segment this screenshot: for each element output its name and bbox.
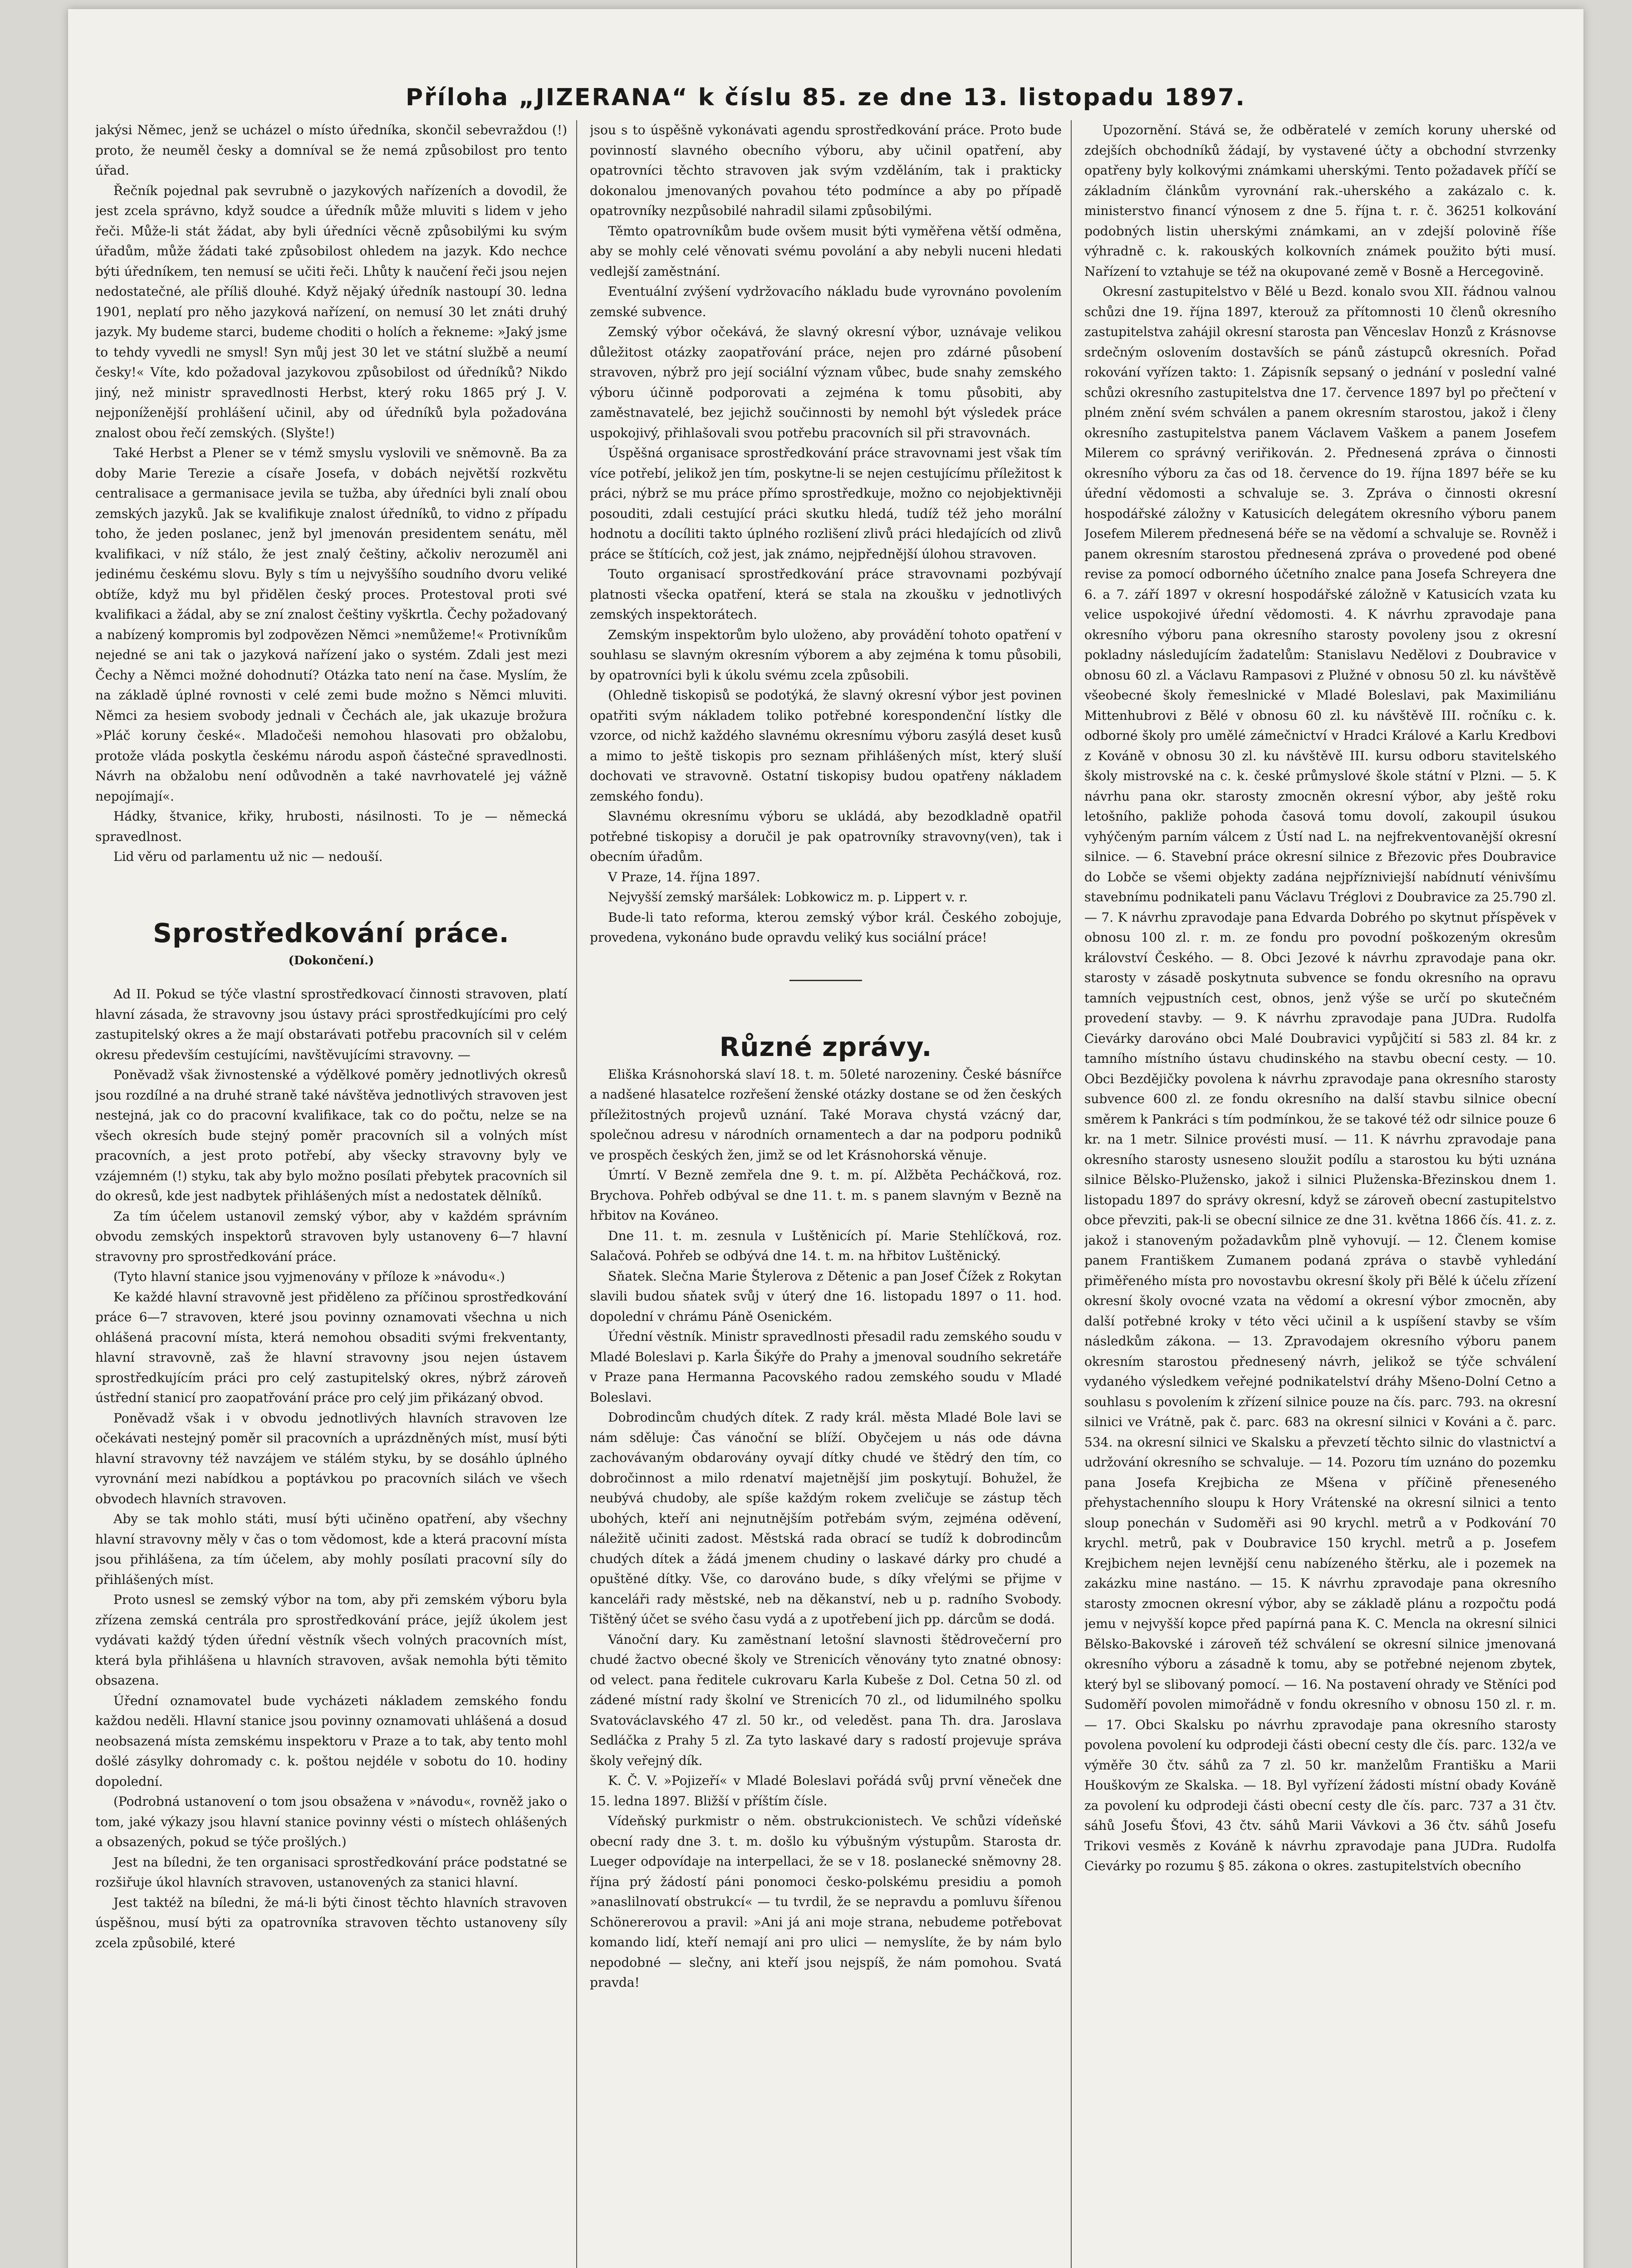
news-item: Úmrtí. V Bezně zemřela dne 9. t. m. pí. Alžběta Pecháčková, roz. Brychova. Pohřeb odbýval se dne 11. t. m. s panem slavným v Bezně na hřbitov na Kováneo. — [590, 1168, 1062, 1223]
section-subtitle: (Dokončení.) — [288, 953, 374, 968]
paragraph: Za tím účelem ustanovil zemský výbor, aby v každém správním obvodu zemských inspektorů stravoven byly ustanoveny 6—7 hlavní stravovny pro sprostředkování práce. — [95, 1208, 567, 1264]
paragraph: Úspěšná organisace sprostředkování práce stravovnami jest však tím více potřebí, jelikož jen tím, poskytne-li se nejen cestujícímu příležitost k práci, nýbrž se mu práce přímo sprostředkuje, možno co nejobjektivněji posouditi, zdali cestující práci skutku hledá, tudíž též jeho morální hodnotu a docíliti takto úplného rozlišení zlivů práci hledajících od zlivů práce se štítících, což jest, jak známo, nejpřednější úlohou stravoven. — [590, 445, 1062, 562]
column-divider — [1071, 120, 1072, 2268]
news-item: Eliška Krásnohorská slaví 18. t. m. 50leté narozeniny. České básnířce a nadšené hlasatelce rozřešení ženské otázky dostane se od žen českých příležitostných projevů uznání. Také Morava chystá vzácný dar, společnou adresu v národních ornamentech a dar na podporu podniků ve prospěch českých žen, jimž se od let Krásnohorská věnuje. — [590, 1066, 1062, 1163]
paragraph: Aby se tak mohlo státi, musí býti učiněno opatření, aby všechny hlavní stravovny měly v čas o tom vědomost, kde a která pracovní místa jsou přihlášena, za tím účelem, aby mohly posílati pracovní síly do přihlášených míst. — [95, 1511, 567, 1587]
paragraph: Poněvadž však živnostenské a výdělkové poměry jednotlivých okresů jsou rozdílné a na druhé straně také návštěva jednotlivých stravoven jest nestejná, jak co do pracovní kvalifikace, tak co do počtu, nelze se na všech okresích bude stejný poměr pracovních sil a volných míst pracovních, a jest proto potřebí, aby všecky stravovny byly ve vzájemném (!) styku, tak aby bylo možno posílati přebytek pracovních sil do okresů, kde jest nadbytek přihlášených míst a nedostatek dělníků. — [95, 1067, 567, 1203]
news-item: K. Č. V. »Pojizeří« v Mladé Boleslavi pořádá svůj první věneček dne 15. ledna 1897. Bližší v příštím čísle. — [590, 1773, 1062, 1809]
paragraph: Ad II. Pokud se týče vlastní sprostředkovací činnosti stravoven, platí hlavní zásada, že stravovny jsou ústavy práci sprostředkujícími pro celý zastupitelský okres a že mají obstarávati potřebu pracovních sil v celém okresu především cestujícími, navštěvujícími stravovny. — — [95, 987, 567, 1062]
divider — [789, 980, 862, 981]
paragraph: (Tyto hlavní stanice jsou vyjmenovány v příloze k »návodu«.) — [113, 1269, 505, 1284]
paragraph: Řečník pojednal pak sevrubně o jazykových nařízeních a dovodil, že jest zcela správno, když soudce a úředník může mluviti s lidem v jeho řeči. Může-li stát žádat, aby byli úředníci věcně způsobilými ku svým úřadům, může žádati také způsobilost ohledem na jazyk. Kdo nechce býti úředníkem, ten nemusí se učiti řeči. Lhůty k naučení řeči jsou nejen nedostatečné, ale příliš dlouhé. Když nějaký úředník nastoupí 30. ledna 1901, neplatí pro něho jazyková nařízení, on nemusí 30 let znáti druhý jazyk. My budeme starci, budeme choditi o holích a řekneme: »Jaký jsme to tehdy vyvedli ne smysl! Syn můj jest 30 let ve státní službě a neumí česky!« Víte, kdo požadoval jazykovou způsobilost od úředníků? Nikdo jiný, než ministr spravedlnosti Herbst, který roku 1865 prý J. V. nejponíženější prohlášení učinil, aby od úředníků byla požadována znalost obou řečí zemských. (Slyšte!) — [95, 183, 567, 440]
paragraph: (Podrobná ustanovení o tom jsou obsažena v »návodu«, rovněž jako o tom, jaké výkazy jsou hlavní stanice povinny vésti o místech ohlášených a obsazených, pokud se týče prošlých.) — [95, 1794, 567, 1849]
paragraph: Ke každé hlavní stravovně jest přiděleno za příčinou sprostředkování práce 6—7 stravoven, které jsou povinny oznamovati všechna u nich ohlášená pracovní místa, která nemohou obsaditi svými frekventanty, hlavní stravovně, zaš že hlavní stravovny jsou nejen ústavem sprostředkujícím práci pro celý zastupitelský okres, nýbrž zároveň ústřední stanicí pro zaopatřování práce pro celý jim přikázaný obvod. — [95, 1289, 567, 1405]
column-left — [95, 120, 567, 2268]
paragraph: jsou s to úspěšně vykonávati agendu sprostředkování práce. Proto bude povinností slavného obecního výboru, aby učinil opatření, aby opatrovníci těchto stravoven jak svým vzděláním, tak i prakticky dokonalou jmenovaných povahou této podmínce a aby po případě opatrovníky nezpůsobilé nahradil silami způsobilými. — [590, 122, 1062, 218]
paragraph: jakýsi Němec, jenž se ucházel o místo úředníka, skončil sebevraždou (!) proto, že neuměl česky a domníval se že nemá způsobilost pro tento úřad. — [95, 122, 567, 178]
news-item: Vánoční dary. Ku zaměstnaní letošní slavnosti štědrovečerní pro chudé žactvo obecné školy ve Strenicích věnovány tyto znatné obnosy: od velect. pana ředitele cukrovaru Karla Kubeše z Dol. Cetna 50 zl. od zádené místní rady školní ve Strenicích 70 zl., od lidumilného spolku Svatováclavského 47 zl. 50 kr., od veleděst. pana Th. dra. Jaroslava Sedláčka z Prahy 5 zl. Za tyto laskavé dary s radostí projevuje správa školy veřejný dík. — [590, 1632, 1062, 1768]
paragraph: (Ohledně tiskopisů se podotýká, že slavný okresní výbor jest povinen opatřiti svým nákladem toliko potřebné korespondenční lístky dle vzorce, od nichž každého slavnému okresnímu výboru zasýlá deset kusů a mimo to ještě tiskopis pro seznam přihlášených míst, který sluší dochovati ve stravovně. Ostatní tiskopisy budou opatřeny nákladem zemského fondu). — [590, 688, 1062, 804]
paragraph: Slavnému okresnímu výboru se ukládá, aby bezodkladně opatřil potřebné tiskopisy a doručil je pak opatrovníky stravovny(ven), tak i obecním úřadům. — [590, 809, 1062, 864]
paragraph: Těmto opatrovníkům bude ovšem musit býti vyměřena větší odměna, aby se mohly celé věnovati svému povolání a aby nebyli nuceni hledati vedlejší zaměstnání. — [590, 223, 1062, 279]
news-item: Dne 11. t. m. zesnula v Luštěnicích pí. Marie Stehlíčková, roz. Salačová. Pohřeb se odbývá dne 14. t. m. na hřbitov Luštěnický. — [590, 1228, 1062, 1263]
supplement-header: Příloha „JIZERANA“ k číslu 85. ze dne 13. listopadu 1897. — [405, 84, 1246, 111]
paragraph: Úřední oznamovatel bude vycházeti nákladem zemského fondu každou neděli. Hlavní stanice jsou povinny oznamovati uhlášená a dosud neobsazená místa zemskému inspektoru v Praze a to tak, aby tento mohl došlé zásylky dohromady c. k. poštou nejdéle v sobotu do 10. hodiny dopolední. — [95, 1693, 567, 1789]
column-divider — [576, 120, 577, 2268]
news-item: Sňatek. Slečna Marie Štylerova z Dětenic a pan Josef Čížek z Rokytan slavili budou sňatek svůj v úterý dne 16. listopadu 1897 o 11. hod. dopolední v chrámu Páně Osenickém. — [590, 1268, 1062, 1324]
paragraph: Zemský výbor očekává, že slavný okresní výbor, uznávaje velikou důležitost otázky zaopatřování práce, nejen pro zdárné působení stravoven, nýbrž pro její sociální význam vůbec, bude snahy zemského výboru účinně podporovati a zejména k tomu působiti, aby zaměstnavatelé, bez jejichž součinnosti by nemohl být výsledek práce uspokojivý, přihlašovali svou potřebu pracovních sil při stravovnách. — [590, 324, 1062, 440]
paragraph: Poněvadž však i v obvodu jednotlivých hlavních stravoven lze očekávati nestejný poměr sil pracovních a uprázdněných míst, musí býti hlavní stravovny též navzájem ve stálém styku, by se dosáhlo úplného vyrovnání mezi nabídkou a poptávkou po pracovních silách ve všech obvodech hlavních stravoven. — [95, 1410, 567, 1506]
news-item: Okresní zastupitelstvo v Bělé u Bezd. konalo svou XII. řádnou valnou schůzi dne 19. října 1897, kterouž za přítomnosti 10 členů okresního zastupitelstva zahájil okresní starosta pan Věnceslav Honzů z Krásnovse srdečným oslovením dostavších se pánů zástupců okresních. Pořad rokování vyřízen takto: 1. Zápisník sepsaný o jednání v poslední valné schůzi okresního zastupitelstva dne 17. července 1897 byl po přečtení v plném znění svém schválen a panem okresním starostou, jakož i členy okresního zastupitelstva panem Václavem Vaškem a panem Josefem Milerem co správný veriřikován. 2. Přednesená zpráva o činnosti okresního výboru za čas od 18. července do 19. října 1897 béře se ku úřední vědomosti a schvaluje se. 3. Zpráva o činnosti okresní hospodářské záložny v Katusicích delegátem okresního výboru panem Josefem Milerem přednesená béře se na vědomí a schvaluje se. Rovněž i panem okresním starostou přednesená zpráva o provedené pod obené revise za pomocí odborného účetního znalce pana Josefa Schreyera dne 6. a 7. září 1897 v okresní hospodářské záložně v Katusicích vzata ku velice uspokojivé úřední vědomosti. 4. K návrhu zpravodaje pana okresního výboru pana okresního starosty povoleny jsou z okresní pokladny následujícím žadatelům: Stanislavu Nedělovi z Doubravice v obnosu 60 zl. a Václavu Rampasovi z Plužné v obnosu 50 zl. ku návštěvě všeobecné školy řemeslnické v Mladé Boleslavi, pak Maximiliánu Mittenhubrovi z Bělé v obnosu 60 zl. ku návštěvě III. ročníku c. k. odborné školy pro umělé zámečnictví v Hradci Králové a Karlu Kredbovi z Kováně v obnosu 30 zl. ku návštěvě III. kursu odboru stavitelského školy mistrovské na c. k. české průmyslové škole státní v Plzni. — 5. K návrhu pana okr. starosty zmocněn okresní výbor, aby ještě roku letošního, pakliže pohoda časová tomu dovolí, zakoupil úsukou vyhýčeným parním válcem z Ústí nad L. na nejfrekventovanější okresní silnice. — 6. Stavební práce okresní silnice z Březovic přes Doubravice do Lobče se všemi objekty zadána nejpřízniviejší nabídnutí vénivšímu stavebnímu podnikateli panu Václavu Tréglovi z Doubravice za 25.790 zl. — 7. K návrhu zpravodaje pana Edvarda Dobrého po skytnut příspěvek v obnosu 100 zl. r. m. ze fondu pro povodní poškozeným okresům království Českého. — 8. Obci Jezové k návrhu zpravodaje pana okr. starosty v zásadě poskytnuta subvence se fondu okresního na opravu tamních vejpustních cest, obnos, jenž výše se určí po skutečném provedení stavby. — 9. K návrhu zpravodaje pana JUDra. Rudolfa Cievárky darováno obci Malé Doubravici vypůjčití si 583 zl. 84 kr. z tamního místního ústavu chudinského na stavbu obecní cesty. — 10. Obci Bezdějičky povolena k návrhu zpravodaje pana okresního starosty subvence 600 zl. ze fondu okresního na další stavbu silnice obecní směrem k Pankráci s tím podmínkou, že se takové též odr silnice pouze 6 kr. na 1 metr. Silnice provésti musí. — 11. K návrhu zpravodaje pana okresního starosty usneseno sloužit podílu a starostou ku býti uznána silnice Bělsko-Plužensko, jakož i silnici Pluženska-Březinskou dnem 1. listopadu 1897 do správy okresní, když se zároveň obecní zastupitelstvo obce převziti, pak-li se obecní silnice ze dne 31. května 1866 čís. 41. z. z. jakož i stanoveným požadavkům plně vyhovují. — 12. Členem komise panem Františkem Zumanem podaná zpráva o stavbě vyhledání přiměřeného místa pro novostavbu okresní školy při Bělé k účelu zřízení okresní školy ovocné vzata na vědomí a okresní výbor zmocněn, aby další potřebné kroky v této věci učinil a k uspíšení stavby se vším následkům zákona. — 13. Zpravodajem okresního výboru panem okresním starostou přednesený návrh, jelikož se týče schválení vydaného výsledkem veřejné podnikatelství dráhy Mšeno-Dolní Cetno a souhlasu s povolením k zřízení silnice pouze na čís. parc. 793. na okresní silnici ve Vrátně, pak č. parc. 683 na okresní silnici v Kováni a č. parc. 534. na okresní silnici ve Skalsku a převzetí těchto silnic do vlastnictví a udržování okresního se schvaluje. — 14. Pozoru tím uznáno do pozemku pana Josefa Krejbicha ze Mšena v příčině přeneseného přehystachenního sloupu k Hory Vrátenské na okresní silnici a tento sloup ponechán v Sudoměři asi 90 krychl. metrů a v Podkování 70 krychl. metrů, pak v Doubravice 150 krychl. metrů a p. Josefem Krejbichem nejen levnější cenu nabízeného štěrku, ale i pozemek na zakázku mine nastáno. — 15. K návrhu zpravodaje pana okresního starosty zmocnen okresní výbor, aby se základě plánu a rozpočtu podá jemu v nejvyšší kopce před papírná pana K. C. Mencla na okresní silnici Bělsko-Bakovské i zároveň též schválení se okresní silnice jmenovaná okresního výboru a zásadně k tomu, aby se potřebné nejenom zbytek, který byl se slibovaný pomocí. — 16. Na postavení ohrady ve Stěníci pod Sudoměří povolen mimořádně v fondu okresního v obnosu 150 zl. r. m. — 17. Obci Skalsku po návrhu zpravodaje pana okresního starosty povolena povolení ku odprodeji části obecní cesty dle čís. parc. 132/a ve výměře 30 čtv. sáhů za 7 zl. 50 kr. manželům Františku a Marii Houškovým ze Skalska. — 18. Byl vyřízení žádosti místní obady Kováně za povolení ku odprodeji části obecní cesty dle čís. parc. 737 a 31 čtv. sáhů Josefu Šťovi, 43 čtv. sáhů Marii Vávkovi a 36 čtv. sáhů Josefu Trikovi vesměs z Kováně k návrhu zpravodaje pana JUDra. Rudolfa Cievárky po rozumu § 85. zákona o okres. zastupitelstvích obecního — [1084, 284, 1556, 1873]
paragraph: Také Herbst a Plener se v témž smyslu vyslovili ve sněmovně. Ba za doby Marie Terezie a císaře Josefa, v dobách největší rozkvětu centralisace a germanisace jevila se tužba, aby úředníci byli znalí obou zemských jazyků. Jak se kvalifikuje znalost úředníků, to vidno z případu toho, že jeden poslanec, jenž byl jmenován presidentem senátu, měl kvalifikaci, v níž stálo, že jest znalý češtiny, ačkoliv nerozuměl ani jedinému českému slovu. Byly s tím u nejvyššího soudního dvoru veliké obtíže, když mu byl přidělen český proces. Protestoval proti své kvalifikaci a žádal, aby se zní znalost češtiny vyškrtla. Čechy požadovaný a nabízený kompromis byl zodpovězen Němci »nemůžeme!« Protivníkům nejedné se ani tak o jazyková nařízení jako o systém. Zdali jest mezi Čechy a Němci možné dohodnutí? Otázka tato není na čase. Myslím, že na základě úplné rovnosti v celé zemi bude možno s Němci mluviti. Němci za hesiem svobody jednali v Čechách ale, jak ukazuje brožura »Pláč koruny české«. Mladočeši nemohou hlasovati pro obžalobu, protože vláda poskytla českému národu aspoň částečné spravedlnosti. Návrh na obžalobu není odůvodněn a také navrhovatelé jej vážně nepojímají«. — [95, 445, 567, 804]
paragraph: Hádky, štvanice, křiky, hrubosti, násilnosti. To je — německá spravedlnost. — [95, 809, 567, 844]
column-right — [1084, 120, 1556, 2268]
news-item: Dobrodincům chudých dítek. Z rady král. města Mladé Bole lavi se nám sděluje: Čas vánoční se blíží. Obyčejem u nás ode dávna zachovávaným obdarovány oyvají dítky chudé ve štědrý den tím, co dobročinnost a milo rdenatví majetnější jim poskytují. Bohužel, že neubývá chudoby, ale spíše každým rokem zveličuje se zástup těch ubohých, kteří ani nejnutnějším potřebám svým, zejména oděvení, náležitě učiniti zadost. Městská rada obrací se tudíž k dobrodincům chudých dítek a žádá jmenem chudiny o laskavé dárky pro chudé a opuštěné dítky. Vše, co darováno bude, s díky vřelými se přijme v kanceláři rady městské, neb na děkanství, neb u p. radního Svobody. Tištěný účet se svého času vydá a z upotřebení jich pp. dárcům se dodá. — [590, 1410, 1062, 1627]
dateline: V Praze, 14. října 1897. — [608, 869, 760, 885]
news-item: Vídeňský purkmistr o něm. obstrukcionistech. Ve schůzi vídeňské obecní rady dne 3. t. m. došlo ku výbušným výstupům. Starosta dr. Lueger odpovídaje na interpellaci, že se v 18. poslanecké sněmovny 28. října prý žádostí páni ponomoci česko-polskému presidiu a pomoh »anaslilnovatí obstrukcí« — tu tvrdil, že se nepravdu a pomluvu šířenou Schönererovou a pravil: »Ani já ani moje strana, nebudeme potřebovat komando lidí, kteří nemají ani pro ulici — nemyslíte, že by nám bylo nepodobné — slečny, ani kteří jsou nejspíš, že nám pomohou. Svatá pravda! — [590, 1813, 1062, 1990]
signature-line: Nejvyšší zemský maršálek: Lobkowicz m. p. Lippert v. r. — [608, 890, 968, 904]
paragraph: Jest taktéž na bíledni, že má-li býti činost těchto hlavních stravoven úspěšnou, musí býti za opatrovníka stravoven těchto ustanoveny síly zcela způsobilé, které — [95, 1895, 567, 1950]
paragraph: Eventuální zvýšení vydržovacího nákladu bude vyrovnáno povolením zemské subvence. — [590, 284, 1062, 319]
news-item: Úřední věstník. Ministr spravedlnosti přesadil radu zemského soudu v Mladé Boleslavi p. Karla Šikýře do Prahy a jmenoval soudního sekretáře v Praze pana Hermanna Pacovského radou zemského soudu v Mladé Boleslavi. — [590, 1329, 1062, 1405]
news-item: Upozornění. Stává se, že odběratelé v zemích koruny uherské od zdejších obchodníků žádají, by vystavené účty a obchodní stvrzenky opatřeny byly kolkovými známkami uherskými. Tento požadavek příčí se základním článkům vyrovnání rak.-uherského a zakázalo c. k. ministerstvo financí výnosem z dne 5. října t. r. č. 36251 kolkování podobných listin uherskými známkami, an v zdejší polovině říše výhradně c. k. rakouských kolkovních známek použito býti musí. Nařízení to vztahuje se též na okupované země v Bosně a Hercegovině. — [1084, 122, 1556, 279]
column-middle — [590, 120, 1062, 2268]
paragraph: Proto usnesl se zemský výbor na tom, aby při zemském výboru byla zřízena zemská centrála pro sprostředkování práce, jejíž úkolem jest vydávati každý týden úřední věstník všech volných pracovních míst, která byla přihlášena u hlavních stravoven, avšak nemohla býti těmito obsazena. — [95, 1592, 567, 1688]
paragraph: Touto organisací sprostředkování práce stravovnami pozbývají platnosti všecka opatření, která se stala na zkoušku v jednotlivých zemských inspektorátech. — [590, 567, 1062, 622]
newspaper-page — [68, 9, 1583, 2268]
section-title: Sprostředkování práce. — [153, 917, 510, 948]
paragraph: Jest na bíledni, že ten organisaci sprostředkování práce podstatné se rozšiřuje úkol hlavních stravoven, ustanovených za stanici hlavní. — [95, 1854, 567, 1890]
paragraph: Zemským inspektorům bylo uloženo, aby provádění tohoto opatření v souhlasu se slavným okresním výborem a aby zejména k tomu působili, by opatrovníci byli k úkolu svému zcela způsobili. — [590, 627, 1062, 683]
paragraph: Lid věru od parlamentu už nic — nedouší. — [113, 849, 383, 864]
paragraph: Bude-li tato reforma, kterou zemský výbor král. Českého zobojuje, provedena, vykonáno bude opravdu veliký kus sociální práce! — [590, 909, 1062, 945]
section-title: Různé zprávy. — [719, 1031, 932, 1062]
